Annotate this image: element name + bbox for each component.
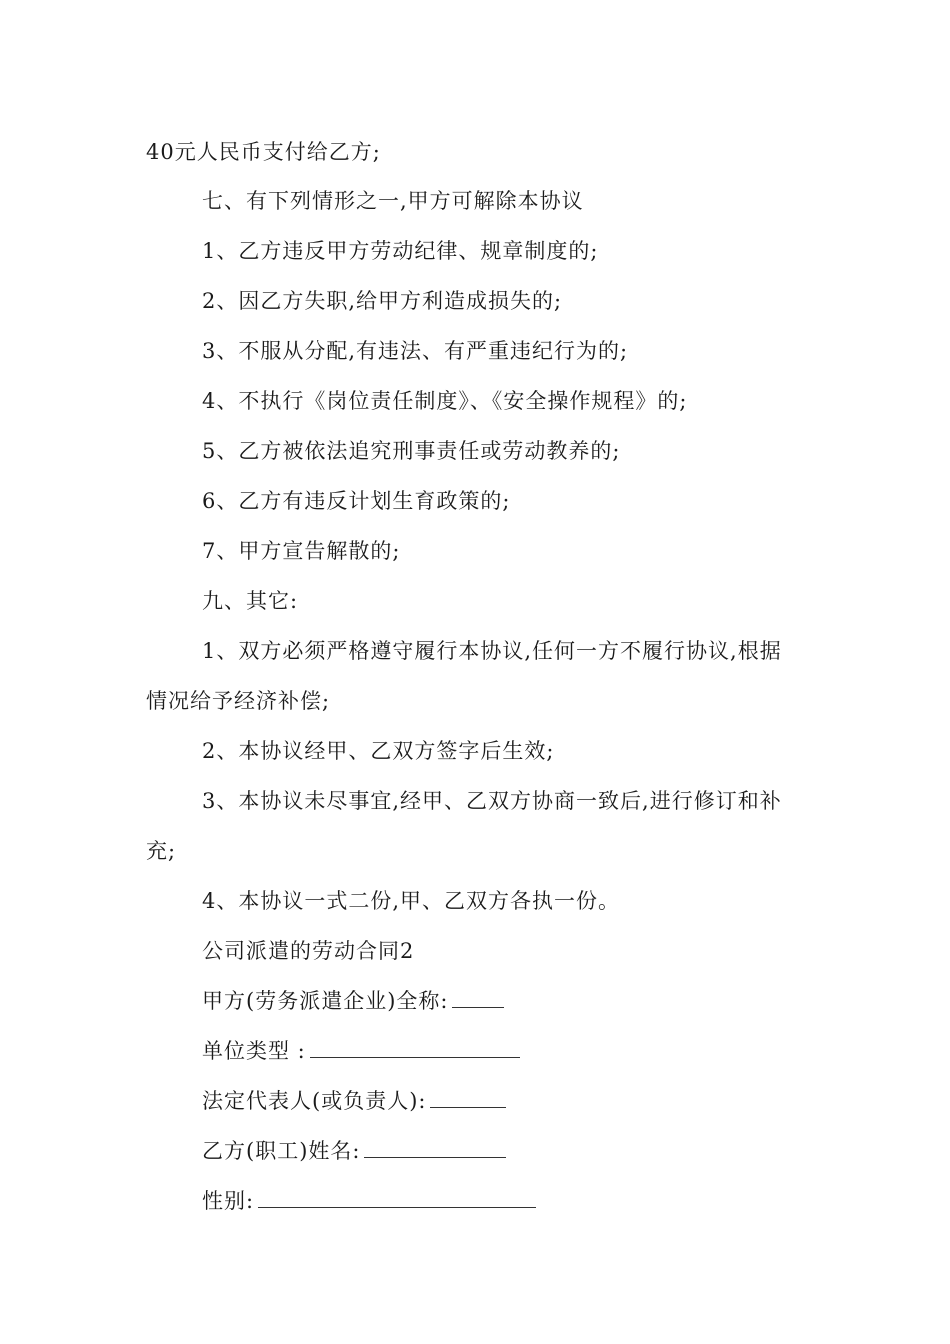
form-field-blank[interactable]	[258, 1187, 536, 1208]
document-title: 公司派遣的劳动合同2	[202, 939, 415, 963]
section-heading-9: 九、其它:	[202, 589, 299, 613]
list-item: 1、乙方违反甲方劳动纪律、规章制度的;	[202, 239, 599, 263]
form-field-blank[interactable]	[310, 1037, 520, 1058]
list-item: 4、本协议一式二份,甲、乙双方各执一份。	[202, 889, 621, 913]
form-field-legal-representative	[202, 1086, 882, 1116]
section-heading-7: 七、有下列情形之一,甲方可解除本协议	[202, 189, 584, 213]
list-item: 1、双方必须严格遵守履行本协议,任何一方不履行协议,根据	[202, 639, 782, 663]
list-item: 3、本协议未尽事宜,经甲、乙双方协商一致后,进行修订和补	[202, 789, 782, 813]
paragraph-line: 40元人民币支付给乙方;	[146, 140, 381, 164]
list-item: 2、因乙方失职,给甲方利造成损失的;	[202, 289, 563, 313]
form-field-blank[interactable]	[452, 987, 504, 1008]
list-item-continuation: 充;	[146, 839, 177, 863]
list-item-continuation: 情况给予经济补偿;	[146, 689, 331, 713]
form-field-party-b-name	[202, 1136, 882, 1166]
list-item: 7、甲方宣告解散的;	[202, 539, 401, 563]
form-field-label: 乙方(职工)姓名:	[202, 1139, 361, 1163]
form-field-party-a-name	[202, 986, 882, 1016]
form-field-label: 法定代表人(或负责人):	[202, 1089, 427, 1113]
form-field-blank[interactable]	[430, 1087, 506, 1108]
form-field-unit-type	[202, 1036, 882, 1066]
list-item: 6、乙方有违反计划生育政策的;	[202, 489, 511, 513]
form-field-gender	[202, 1186, 882, 1216]
list-item: 2、本协议经甲、乙双方签字后生效;	[202, 739, 555, 763]
list-item: 4、不执行《岗位责任制度》、《安全操作规程》的;	[202, 389, 688, 413]
form-field-label: 性别:	[202, 1189, 255, 1213]
list-item: 5、乙方被依法追究刑事责任或劳动教养的;	[202, 439, 621, 463]
form-field-label: 单位类型 :	[202, 1039, 306, 1063]
form-field-label: 甲方(劳务派遣企业)全称:	[202, 989, 449, 1013]
list-item: 3、不服从分配,有违法、有严重违纪行为的;	[202, 339, 629, 363]
form-field-blank[interactable]	[364, 1137, 506, 1158]
